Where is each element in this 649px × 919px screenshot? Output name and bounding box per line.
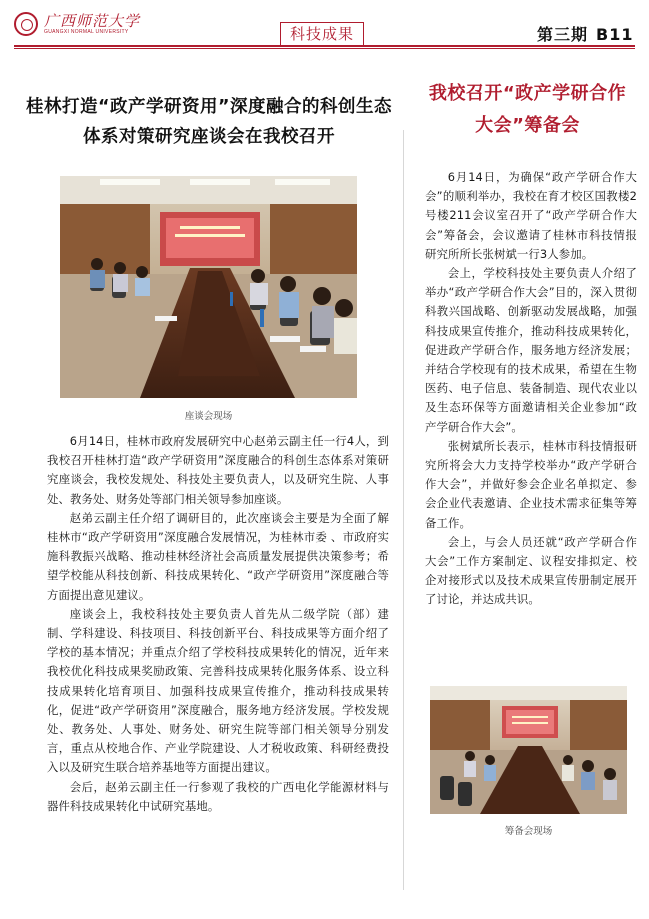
meeting-photo [60,176,357,398]
right-title-line-2: 大会”筹备会 [475,115,580,136]
right-title-line-1: 我校召开“政产学研合作 [428,83,627,104]
right-paragraph-2: 会上，学校科技处主要负责人介绍了举办“政产学研合作大会”目的，深入贯彻科教兴国战略、创新驱动发展战略，加强科技成果宣传推介，推动科技成果转化，促进政产学研合作，服务地方经济发展；并结合学校现有的技术成果，希望在生物医药、电子信息、装备制造、现代农业以及生态环保等方面邀请相关企业参加“政产学研合作大会”。 [425,266,637,434]
preparatory-photo-caption: 筹备会现场 [504,826,553,837]
left-article-body [47,432,389,816]
meeting-photo-caption: 座谈会现场 [184,411,233,422]
right-paragraph-3: 张树斌所长表示，桂林市科技情报研究所将会大力支持学校举办“政产学研合作大会”，并做好参会企业名单拟定、参会企业代表邀请、企业技术需求征集等筹备工作。 [425,438,637,530]
section-tag: 科技成果 [280,22,364,46]
preparatory-meeting-photo [430,686,627,814]
issue-number: 第三期 [537,25,589,44]
left-paragraph-2: 赵弟云副主任介绍了调研目的，此次座谈会主要是为全面了解桂林市“政产学研资用”深度融合发展情况，为桂林市委 、市政府实施科教振兴战略、推动桂林经济社会高质量发展提供决策参考；希望学校能从科技创新、科技成果转化、“政产学研资用”深度融合等方面提出意见建议。 [47,510,389,602]
right-paragraph-4: 会上，与会人员还就“政产学研合作大会”工作方案制定、议程安排拟定、校企对接形式以及技术成果宣传册制定展开了讨论，并达成共识。 [425,534,637,607]
right-paragraph-1: 6月14日，为确保“政产学研合作大会”的顺利举办，我校在育才校区国教楼2号楼211会议室召开了“政产学研合作大会”筹备会，会议邀请了桂林市科技情报研究所所长张树斌一行3人参加。 [425,170,637,261]
left-title-line-1: 桂林打造“政产学研资用”深度融合的科创生态 [25,97,392,117]
right-article-title [410,78,645,142]
right-article-body [425,168,637,610]
left-article-title [20,92,398,152]
logo-english-name: GUANGXI NORMAL UNIVERSITY [44,28,129,35]
page-header [0,0,649,46]
left-paragraph-1: 6月14日，桂林市政府发展研究中心赵弟云副主任一行4人，到我校召开桂林打造“政产学研资用”深度融合的科创生态体系对策研究座谈会，我校发规处、科技处主要负责人，以及研究生院、人事处、教务处、财务处等部门相关领导参加座谈。 [47,434,389,506]
left-paragraph-4: 会后，赵弟云副主任一行参观了我校的广西电化学能源材料与器件科技成果转化中试研究基地。 [47,779,389,813]
university-seal-icon [14,12,38,36]
logo-chinese-name: 广西师范大学 [44,11,141,30]
column-divider [403,130,404,890]
header-rule [14,45,635,47]
issue-label [537,22,633,45]
page-code: B11 [596,25,634,44]
header-rule-thin [14,48,635,49]
left-paragraph-3: 座谈会上，我校科技处主要负责人首先从二级学院（部）建制、学科建设、科技项目、科技创新平台、科技成果等方面介绍了学校的基本情况；并重点介绍了学校科技成果转化的情况，近年来我校优化科技成果奖励政策、完善科技成果转化服务体系、设立科技成果转化培育项目、加强科技成果宣传推介，推动科技成果转化，促进“政产学研资用”深度融合，服务地方经济发展。学校发规处、教务处、人事处、财务处、研究生院等部门相关领导分别发言，重点从校地合作、产业学院建设、人才税收政策、科研经费投入以及研究生联合培养基地等方面提出建议。 [47,606,389,775]
university-logo [14,12,140,36]
left-title-line-2: 体系对策研究座谈会在我校召开 [83,127,335,147]
